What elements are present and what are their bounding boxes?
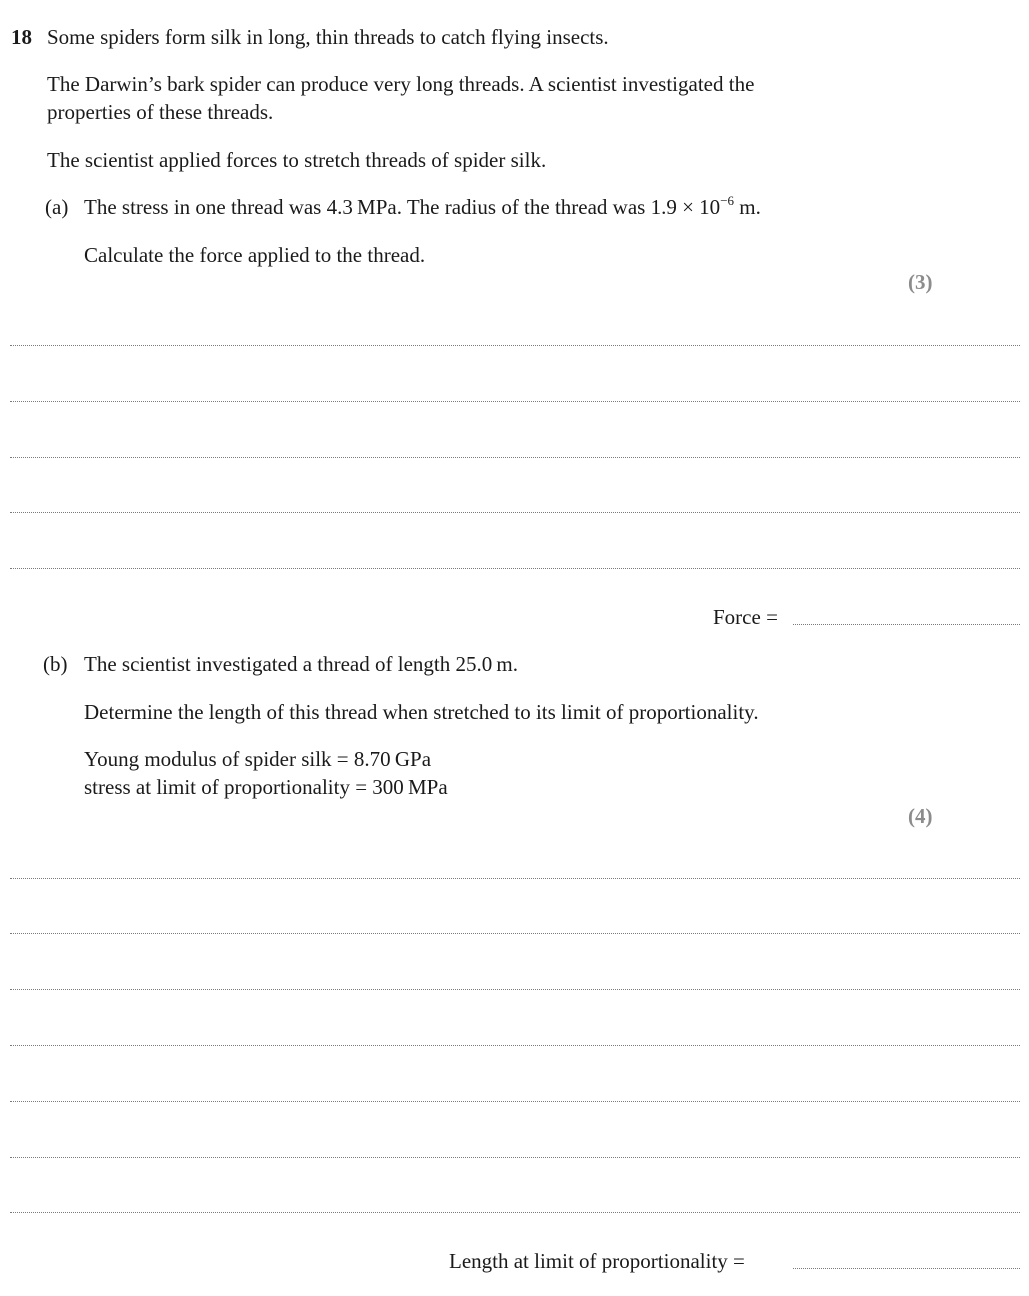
part-a-stem-text: The stress in one thread was 4.3 MPa. The radius of the thread was 1.9 × 10 xyxy=(84,195,721,219)
part-b-working-line[interactable] xyxy=(10,1157,1020,1158)
part-b-task: Determine the length of this thread when stretched to its limit of proportionality. xyxy=(84,700,759,724)
length-answer-label: Length at limit of proportionality = xyxy=(449,1249,745,1273)
force-answer-field[interactable] xyxy=(793,624,1020,625)
part-a-stem xyxy=(84,195,761,220)
length-answer-field[interactable] xyxy=(793,1268,1020,1269)
part-a-working-line[interactable] xyxy=(10,345,1020,346)
part-b-working-line[interactable] xyxy=(10,1212,1020,1213)
context-line-2: properties of these threads. xyxy=(47,100,274,124)
part-b-working-line[interactable] xyxy=(10,933,1020,934)
part-b-working-line[interactable] xyxy=(10,878,1020,879)
question-intro: Some spiders form silk in long, thin threads to catch flying insects. xyxy=(47,25,609,49)
part-b-data-stress-limit: stress at limit of proportionality = 300 MPa xyxy=(84,775,448,799)
part-a-label: (a) xyxy=(45,195,69,219)
part-a-working-line[interactable] xyxy=(10,568,1020,569)
method-text: The scientist applied forces to stretch threads of spider silk. xyxy=(47,148,547,172)
part-a-stem-unit: m. xyxy=(739,195,761,219)
part-a-task: Calculate the force applied to the thread. xyxy=(84,243,426,267)
part-a-working-line[interactable] xyxy=(10,401,1020,402)
force-answer-label: Force = xyxy=(713,605,778,629)
part-a-stem-exponent: −6 xyxy=(720,193,735,208)
part-b-data-young-modulus: Young modulus of spider silk = 8.70 GPa xyxy=(84,747,432,771)
part-b-marks: (4) xyxy=(908,804,933,828)
part-b-working-line[interactable] xyxy=(10,1101,1020,1102)
part-a-working-line[interactable] xyxy=(10,457,1020,458)
part-b-working-line[interactable] xyxy=(10,989,1020,990)
question-number: 18 xyxy=(11,25,32,49)
part-b-working-line[interactable] xyxy=(10,1045,1020,1046)
part-a-working-line[interactable] xyxy=(10,512,1020,513)
context-line-1: The Darwin’s bark spider can produce very long threads. A scientist investigated the xyxy=(47,72,755,96)
part-b-label: (b) xyxy=(43,652,68,676)
part-b-stem: The scientist investigated a thread of length 25.0 m. xyxy=(84,652,519,676)
part-a-marks: (3) xyxy=(908,270,933,294)
